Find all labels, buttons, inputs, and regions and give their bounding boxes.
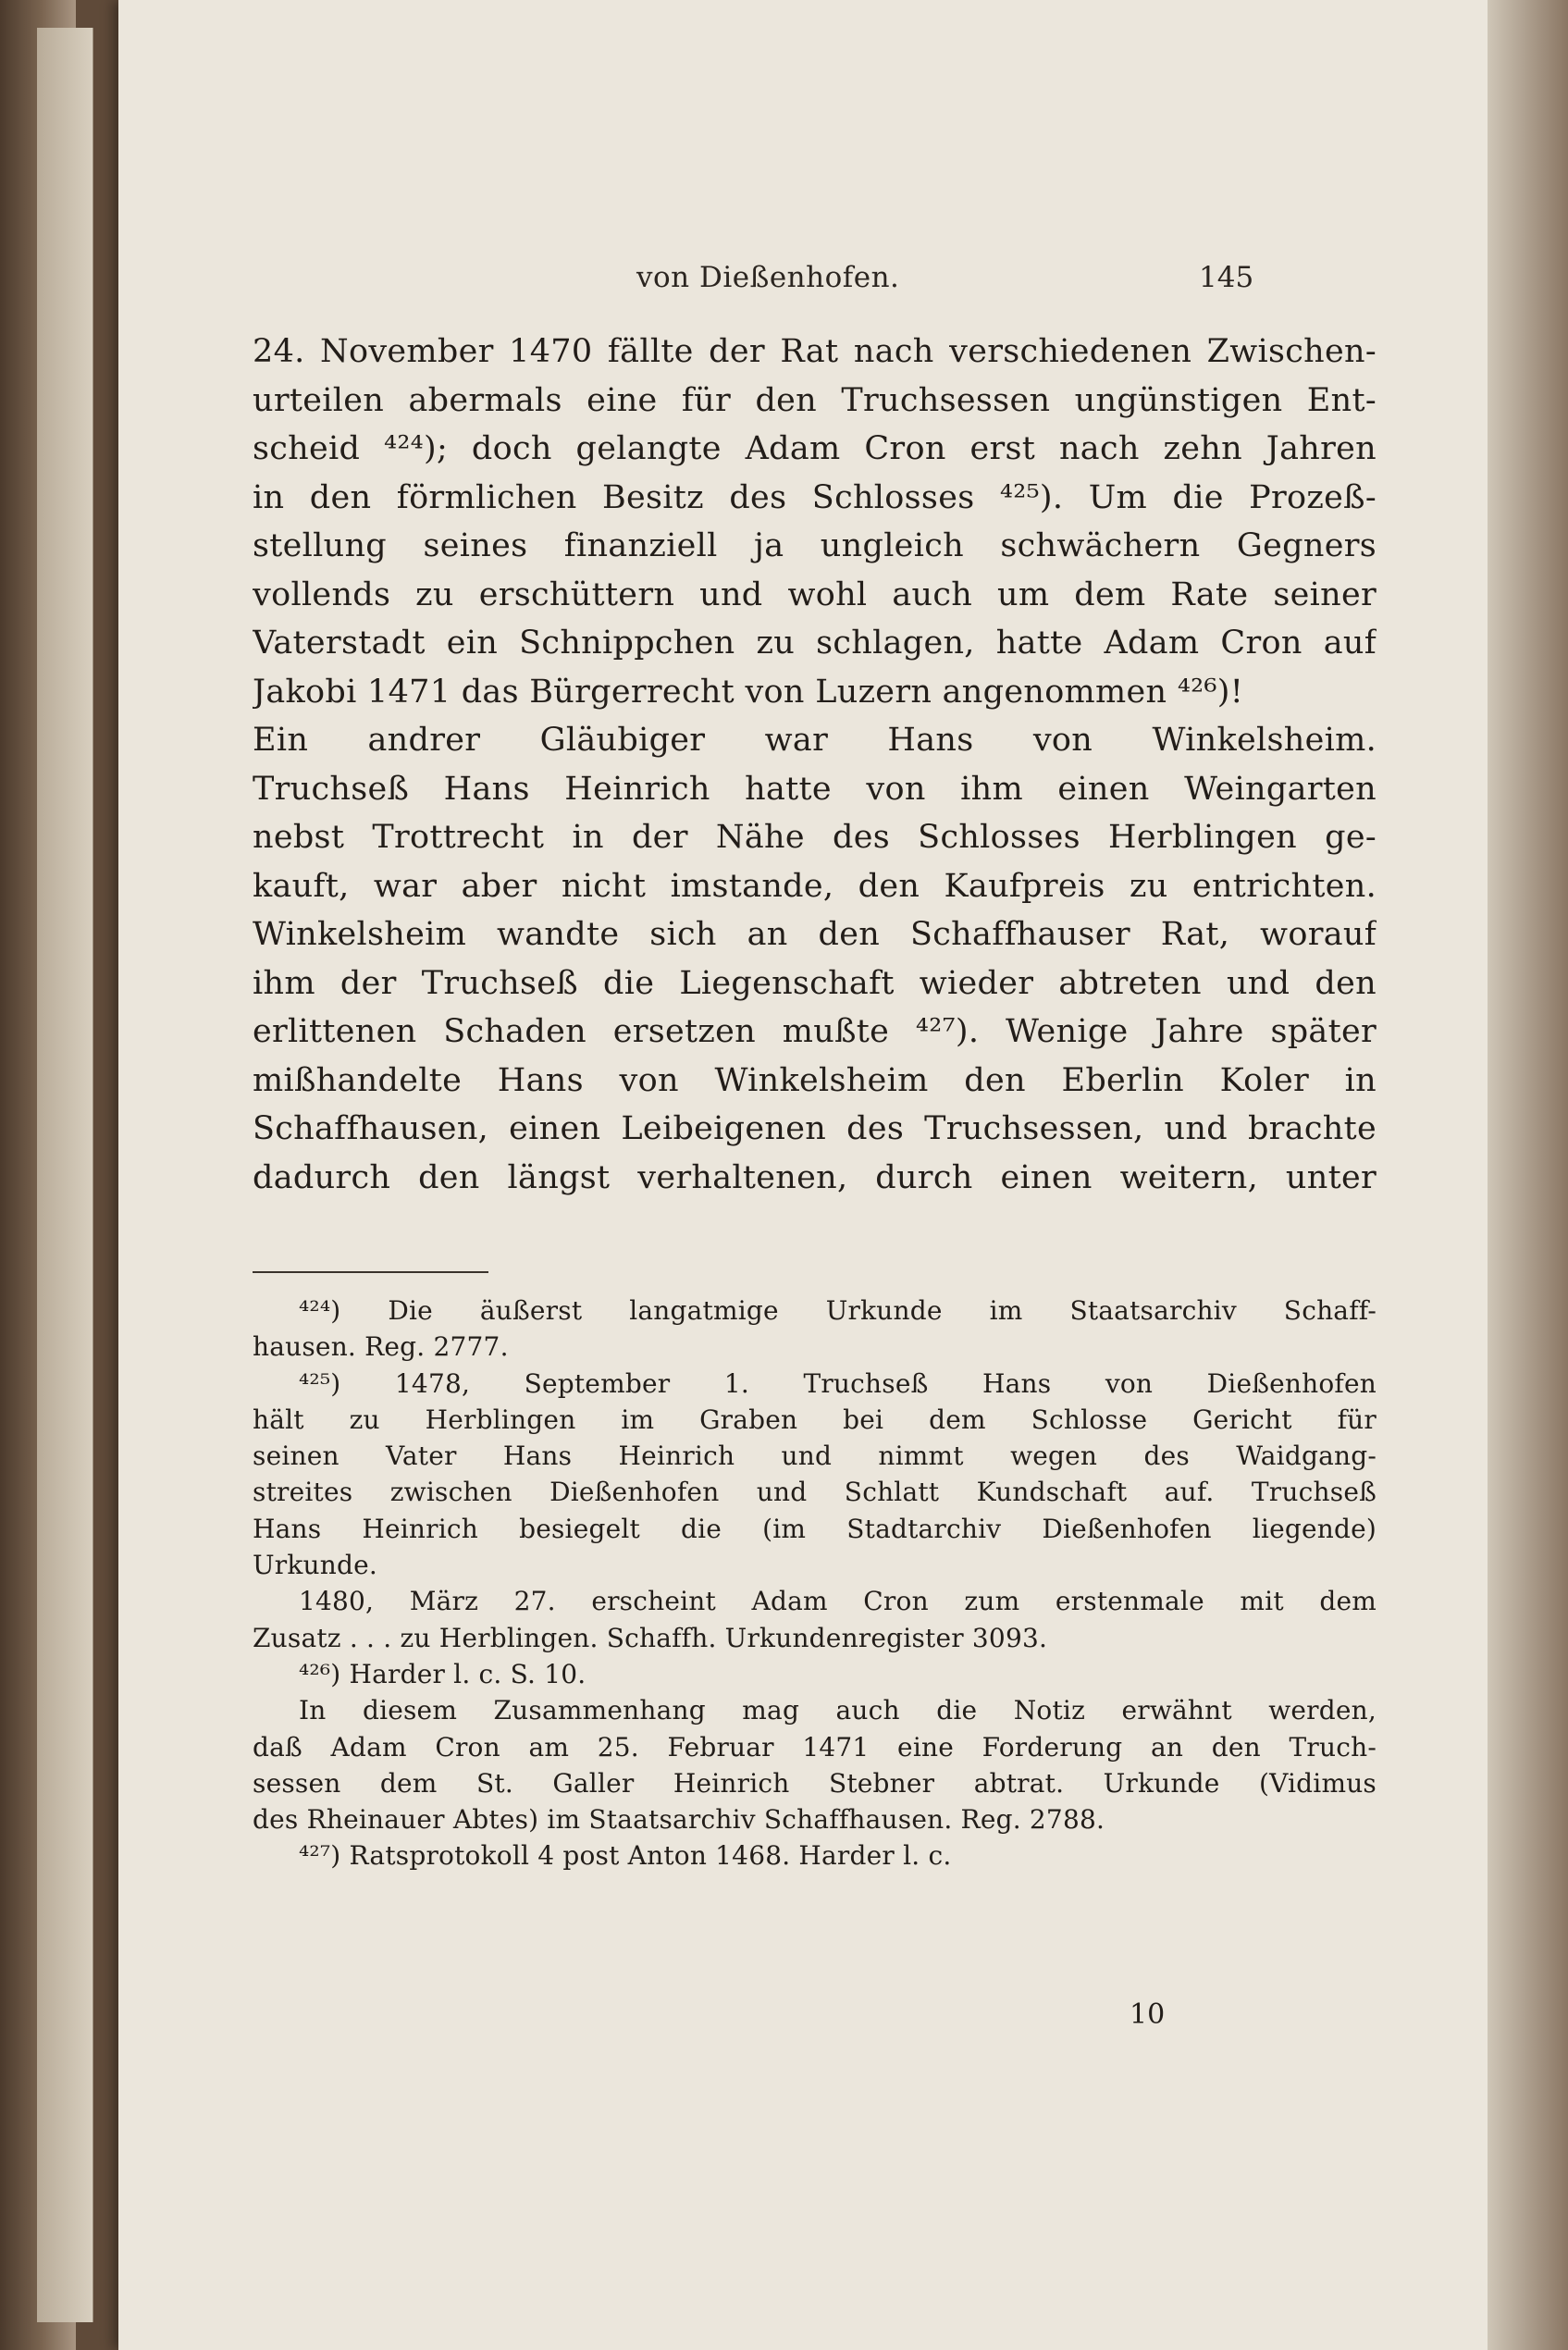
footnote-line: ⁴²⁷) Ratsprotokoll 4 post Anton 1468. Harder l. c. (299, 1840, 952, 1872)
right-page-edge (1488, 0, 1568, 2350)
footnote-line: Zusatz . . . zu Herblingen. Schaffh. Urkundenregister 3093. (253, 1622, 1048, 1653)
body-line: erlittenen Schaden ersetzen mußte ⁴²⁷). Wenige Jahre später (253, 1013, 1377, 1050)
body-line: scheid ⁴²⁴); doch gelangte Adam Cron erst nach zehn Jahren (253, 430, 1377, 467)
footnote-line: seinen Vater Hans Heinrich und nimmt wegen des Waidgang- (253, 1441, 1377, 1472)
footnote-line: ⁴²⁴) Die äußerst langatmige Urkunde im Staatsarchiv Schaff- (299, 1295, 1377, 1326)
footnote-line: ⁴²⁶) Harder l. c. S. 10. (299, 1658, 586, 1689)
footnote-line: hält zu Herblingen im Graben bei dem Schlosse Gericht für (253, 1404, 1377, 1435)
body-line: dadurch den längst verhaltenen, durch einen weitern, unter (253, 1158, 1377, 1196)
footnote-line: Urkunde. (253, 1550, 378, 1581)
footnotes (253, 1292, 1377, 1874)
footnote-line: ⁴²⁵) 1478, September 1. Truchseß Hans von Dießenhofen (299, 1367, 1377, 1399)
body-line: Truchseß Hans Heinrich hatte von ihm einen Weingarten (253, 770, 1377, 808)
body-line: Vaterstadt ein Schnippchen zu schlagen, hatte Adam Cron auf (253, 625, 1377, 662)
footnote-line: In diesem Zusammenhang mag auch die Notiz erwähnt werden, (299, 1695, 1377, 1726)
body-line: Winkelsheim wandte sich an den Schaffhauser Rat, worauf (253, 916, 1377, 953)
body-line: ihm der Truchseß die Liegenschaft wieder abtreten und den (253, 964, 1377, 1002)
footnote-line: des Rheinauer Abtes) im Staatsarchiv Schaffhausen. Reg. 2788. (253, 1804, 1105, 1836)
body-line: Jakobi 1471 das Bürgerrecht von Luzern angenommen ⁴²⁶)! (253, 673, 1244, 711)
book-page (118, 0, 1488, 2350)
footnote-line: streites zwischen Dießenhofen und Schlatt Kundschaft auf. Truchseß (253, 1477, 1377, 1508)
footnote-line: sessen dem St. Galler Heinrich Stebner abtrat. Urkunde (Vidimus (253, 1767, 1377, 1799)
body-line: mißhandelte Hans von Winkelsheim den Eberlin Koler in (253, 1061, 1377, 1099)
body-line: kauft, war aber nicht imstande, den Kaufpreis zu entrichten. (253, 867, 1377, 905)
body-line: vollends zu erschüttern und wohl auch um dem Rate seiner (253, 575, 1377, 613)
facing-page-edge (37, 28, 93, 2322)
body-line: 24. November 1470 fällte der Rat nach verschiedenen Zwischen- (253, 333, 1377, 370)
footnote-line: Hans Heinrich besiegelt die (im Stadtarchiv Dießenhofen liegende) (253, 1513, 1377, 1544)
page-number: 145 (1199, 261, 1254, 294)
body-line: urteilen abermals eine für den Truchsessen ungünstigen Ent- (253, 381, 1377, 419)
running-head-title: von Dießenhofen. (636, 261, 900, 294)
body-text (253, 328, 1377, 1202)
running-head (118, 261, 1488, 298)
body-line: in den förmlichen Besitz des Schlosses ⁴²⁵). Um die Prozeß- (253, 478, 1377, 516)
body-line: nebst Trottrecht in der Nähe des Schlosses Herblingen ge- (253, 819, 1377, 856)
footnote-line: 1480, März 27. erscheint Adam Cron zum erstenmale mit dem (299, 1586, 1377, 1617)
body-line: Ein andrer Gläubiger war Hans von Winkelsheim. (253, 722, 1377, 759)
signature-number: 10 (1130, 1998, 1166, 2031)
body-line: Schaffhausen, einen Leibeigenen des Truchsessen, und brachte (253, 1110, 1377, 1147)
footnote-rule (253, 1271, 488, 1273)
body-line: stellung seines finanziell ja ungleich schwächern Gegners (253, 527, 1377, 564)
footnote-line: daß Adam Cron am 25. Februar 1471 eine Forderung an den Truch- (253, 1731, 1377, 1762)
footnote-line: hausen. Reg. 2777. (253, 1331, 509, 1363)
